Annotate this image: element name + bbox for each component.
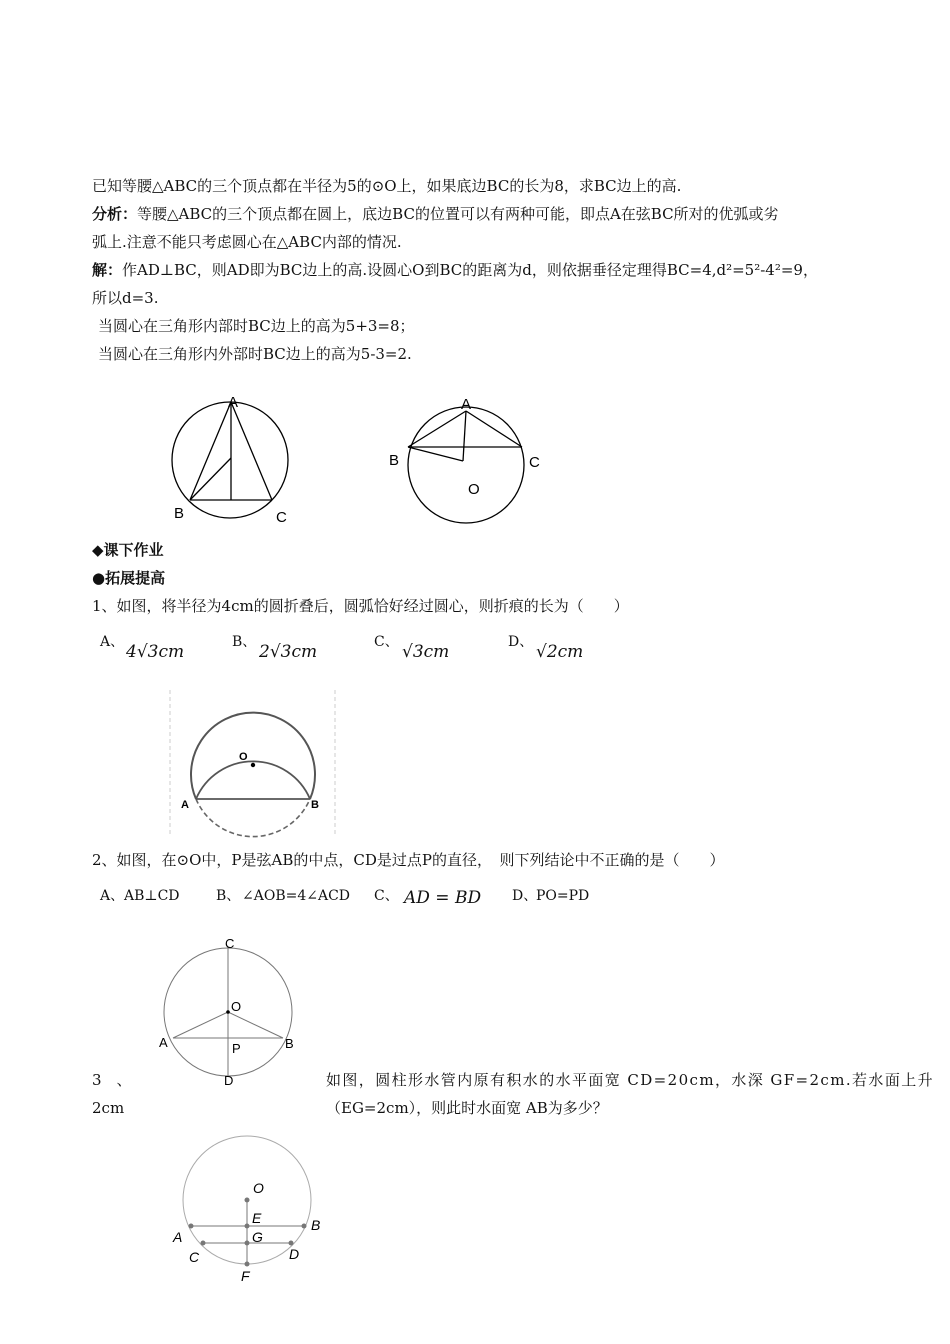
q1-option-d-value: √2cm bbox=[536, 642, 584, 662]
case-1-text: 当圆心在三角形内部时BC边上的高为5+3=8； bbox=[98, 317, 415, 335]
fig1-segment-bo bbox=[190, 458, 231, 500]
q1-option-d-letter: D、 bbox=[508, 634, 534, 650]
q2-text: 2、如图，在⊙O中，P是弦AB的中点，CD是过点P的直径， 则下列结论中不正确的是（ ） bbox=[92, 851, 725, 869]
q3-label-c: C bbox=[189, 1249, 200, 1265]
fig2-label-c: C bbox=[529, 454, 540, 471]
q1-option-c-letter: C、 bbox=[374, 634, 399, 650]
solution-line-2: 所以d=3. bbox=[92, 289, 159, 307]
fig2-side-ab bbox=[408, 411, 466, 447]
fig2-label-a: A bbox=[461, 396, 472, 413]
fig1-label-c: C bbox=[276, 509, 287, 526]
homework-title: ◆课下作业 bbox=[92, 541, 164, 559]
q1-text: 1、如图，将半径为4cm的圆折叠后，圆弧恰好经过圆心，则折痕的长为（ ） bbox=[92, 597, 629, 615]
q2-option-d-value: PO=PD bbox=[536, 888, 590, 904]
fig1-side-ac bbox=[231, 402, 272, 500]
fig2-side-ac bbox=[466, 411, 522, 447]
q2-radius-oa bbox=[173, 1012, 228, 1038]
q3-label-a: A bbox=[173, 1229, 183, 1245]
q2-label-o: O bbox=[231, 999, 242, 1014]
fig2-circle bbox=[408, 407, 524, 523]
q2-label-a: A bbox=[159, 1035, 168, 1050]
q3-point-g bbox=[245, 1241, 250, 1246]
q1-circle-lower-arc-dashed bbox=[196, 799, 310, 837]
q1-option-b-letter: B、 bbox=[232, 634, 257, 650]
solution-label: 解： bbox=[92, 261, 123, 279]
fig1-side-ab bbox=[190, 402, 231, 500]
q1-label-o: O bbox=[239, 751, 248, 763]
figure-1 bbox=[172, 402, 288, 518]
q2-option-a-value: AB⊥CD bbox=[124, 888, 180, 904]
homework-subtitle: ●拓展提高 bbox=[92, 569, 166, 587]
q1-folded-arc bbox=[196, 761, 310, 799]
figure-2 bbox=[408, 407, 524, 523]
q3-figure bbox=[183, 1136, 311, 1267]
q3-point-b bbox=[302, 1224, 307, 1229]
q3-number: 3 、 bbox=[92, 1071, 132, 1089]
q2-label-c: C bbox=[225, 936, 235, 951]
q3-line-1: 如图，圆柱形水管内原有积水的水平面宽 CD=20cm，水深 GF=2cm.若水面上升 bbox=[326, 1071, 935, 1089]
q1-option-b-value: 2√3cm bbox=[259, 642, 318, 662]
q3-label-g: G bbox=[252, 1229, 263, 1245]
fig2-label-b: B bbox=[389, 452, 400, 469]
fig1-label-b: B bbox=[174, 505, 185, 522]
q2-label-p: P bbox=[232, 1041, 241, 1056]
q3-point-a bbox=[189, 1224, 194, 1229]
q3-circle bbox=[183, 1136, 311, 1264]
q3-point-o bbox=[245, 1198, 250, 1203]
q1-circle-upper-arc bbox=[191, 713, 315, 799]
q3-line-2: （EG=2cm），则此时水面宽 AB为多少？ bbox=[326, 1099, 608, 1117]
fig2-altitude bbox=[463, 411, 466, 461]
fig2-label-o: O bbox=[468, 481, 480, 498]
q1-figure bbox=[170, 690, 335, 837]
fig1-circle bbox=[172, 402, 288, 518]
q3-number-tail: 2cm bbox=[92, 1099, 125, 1117]
q2-center-point bbox=[226, 1010, 230, 1014]
fig2-segment-bo bbox=[408, 447, 463, 461]
analysis-text-1: 等腰△ABC的三个顶点都在圆上，底边BC的位置可以有两种可能，即点A在弦BC所对的优弧或劣 bbox=[137, 205, 779, 223]
q3-label-e: E bbox=[252, 1210, 262, 1226]
solution-line-1 bbox=[92, 260, 818, 280]
q1-center-point bbox=[251, 763, 255, 767]
q1-label-a: A bbox=[181, 799, 189, 811]
q2-option-c-value: AD = BD bbox=[404, 888, 482, 908]
q2-option-c-letter: C、 bbox=[374, 888, 399, 904]
problem-statement: 已知等腰△ABC的三个顶点都在半径为5的⊙O上，如果底边BC的长为8，求BC边上的高. bbox=[92, 177, 682, 195]
q3-label-f: F bbox=[241, 1268, 250, 1284]
fig1-label-a: A bbox=[228, 394, 239, 411]
q3-label-d: D bbox=[289, 1246, 300, 1262]
q2-radius-ob bbox=[228, 1012, 283, 1038]
q3-point-e bbox=[245, 1224, 250, 1229]
q2-option-a-letter: A、 bbox=[100, 888, 125, 904]
q2-label-d: D bbox=[224, 1073, 234, 1088]
q3-label-o: O bbox=[253, 1180, 264, 1196]
q3-point-c bbox=[201, 1241, 206, 1246]
analysis-line-2: 弧上.注意不能只考虑圆心在△ABC内部的情况. bbox=[92, 233, 402, 251]
q2-option-b-letter: B、 bbox=[216, 888, 241, 904]
analysis-line-1 bbox=[92, 204, 779, 224]
q1-label-b: B bbox=[311, 799, 319, 811]
q1-option-a-value: 4√3cm bbox=[126, 642, 185, 662]
q2-circle bbox=[164, 948, 292, 1076]
solution-text-1: 作AD⊥BC，则AD即为BC边上的高.设圆心O到BC的距离为d，则依据垂径定理得BC=4,d²=5²-4²=9， bbox=[122, 261, 818, 279]
q3-label-b: B bbox=[311, 1217, 321, 1233]
q2-figure bbox=[164, 948, 292, 1076]
q1-option-a-letter: A、 bbox=[100, 634, 125, 650]
q2-option-b-value: ∠AOB=4∠ACD bbox=[242, 888, 351, 904]
q1-option-c-value: √3cm bbox=[402, 642, 450, 662]
case-2-text: 当圆心在三角形内外部时BC边上的高为5-3=2. bbox=[98, 345, 412, 363]
q3-point-d bbox=[289, 1241, 294, 1246]
q2-option-d-letter: D、 bbox=[512, 888, 538, 904]
q3-point-f bbox=[245, 1262, 250, 1267]
analysis-label: 分析： bbox=[92, 205, 138, 223]
q2-label-b: B bbox=[285, 1036, 294, 1051]
